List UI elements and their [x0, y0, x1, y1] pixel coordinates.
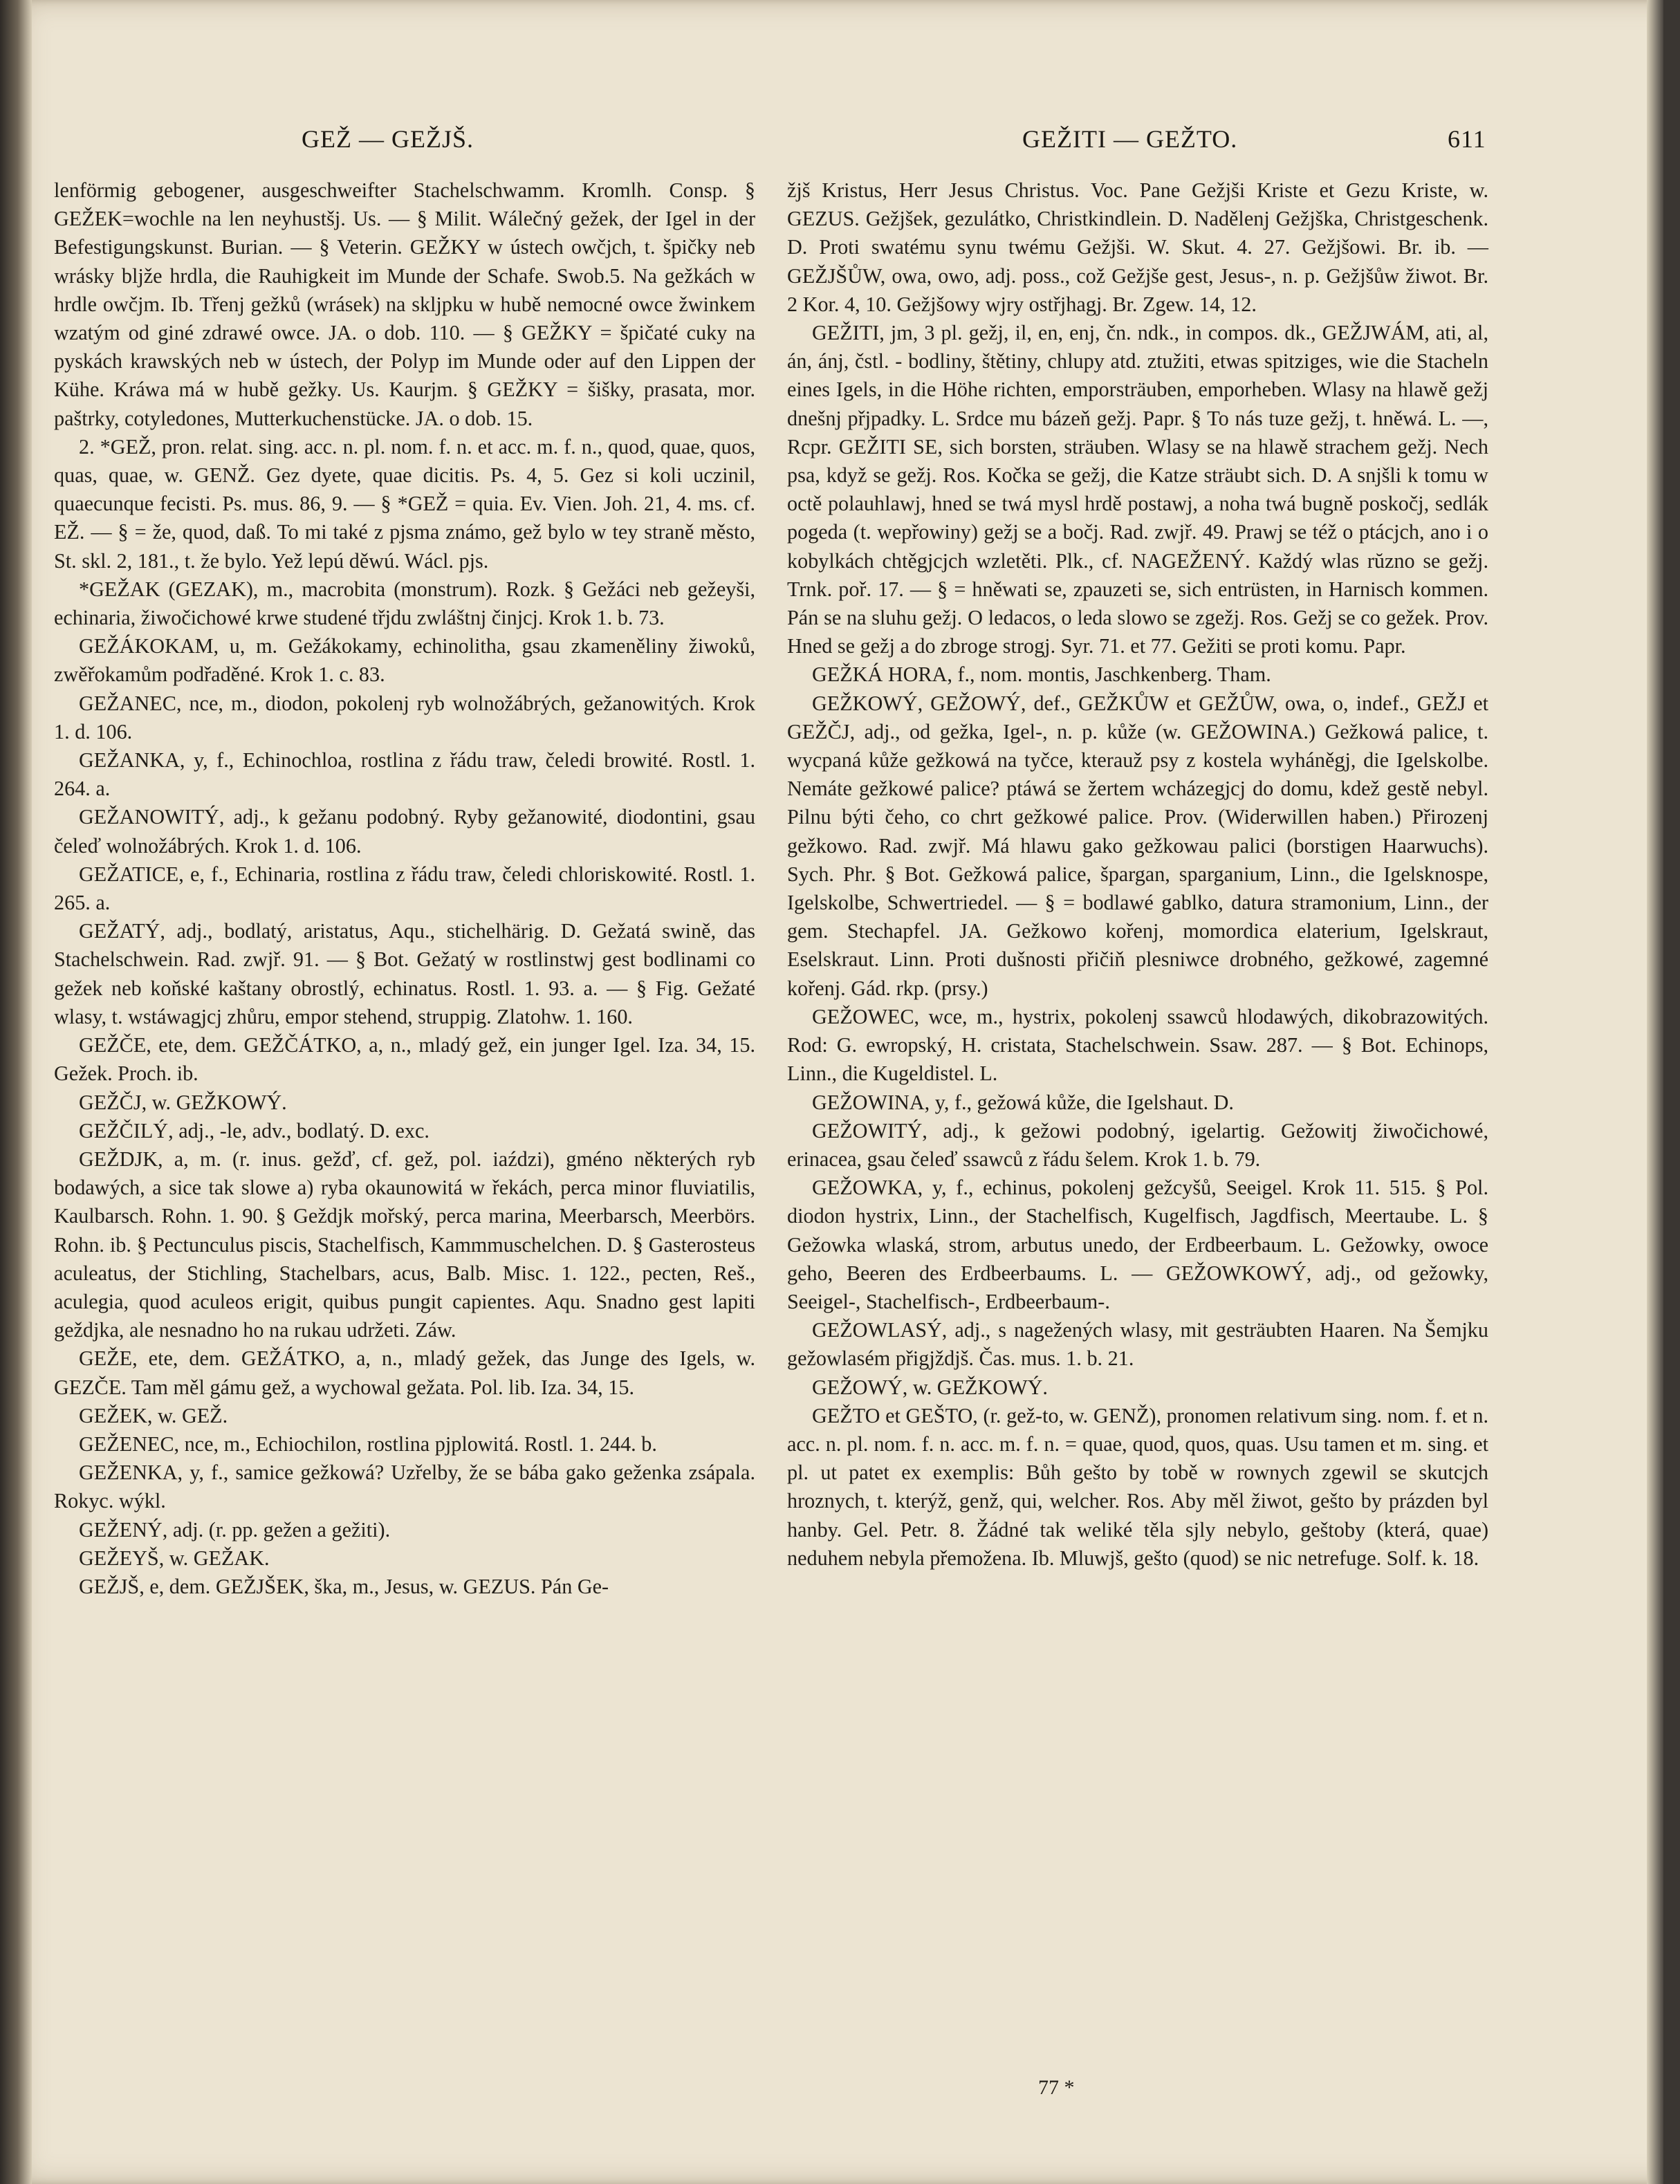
dictionary-entry: GEŽENÝ, adj. (r. pp. gežen a gežiti).: [79, 1517, 391, 1542]
dictionary-entry: GEŽKOWÝ, GEŽOWÝ, def., GEŽKŮW et GEŽŮW, owa, o, indef., GEŽJ et GEŽČJ, adj., od gežka, Igel-, n. p. kůže (w. GEŽOWINA.) Gežkowá palice, t. wycpaná kůže gežkowá na tyčce, kterauž psy z kostela wyháněgj, die Igelskolbe. Nemáte gežkowé palice? ptáwá se žertem wcházegjcj do domu, kdež gestě nebyl. Pilnu býti čeho, co chrt gežkowé palice. Prov. (Widerwillen haben.) Přirozenj gežkowo. Rad. zwjř. Má hlawu gako gežkowau palici (borstigen Haarwuchs). Sych. Phr. § Bot. Gežkowá palice, špargan, sparganium, Linn., die Igelsknospe, Igelskolbe, Schwertriedel. — § = bodlawé gablko, datura stramonium, Linn., der gem. Stechapfel. JA. Gežkowo kořenj, momordica elaterium, Igelskraut, Eselskraut. Linn. Proti dušnosti přičiň plesniwce drobného, gežkowé, zagemné kořenj. Gád. rkp. (prsy.): [787, 691, 1488, 1000]
dictionary-entry: GEŽKÁ HORA, f., nom. montis, Jaschkenberg. Tham.: [812, 663, 1271, 687]
dictionary-entry: GEŽČJ, w. GEŽKOWÝ.: [79, 1090, 287, 1114]
dictionary-entry: GEŽOWÝ, w. GEŽKOWÝ.: [812, 1375, 1048, 1399]
running-head-right: GEŽITI — GEŽTO.: [1022, 125, 1238, 153]
dictionary-entry: GEŽOWKA, y, f., echinus, pokolenj gežcyšů, Seeigel. Krok 11. 515. § Pol. diodon hystrix, Linn., der Stachelfisch, Kugelfisch, Jagdfisch, Meertaube. L. § Gežowka wlaská, strom, arbutus unedo, der Erdbeerbaum. L. Gežowky, owoce geho, Beeren des Erdbeerbaums. L. — GEŽOWKOWÝ, adj., od gežowky, Seeigel-, Stachelfisch-, Erdbeerbaum-.: [787, 1176, 1488, 1313]
page-number: 611: [1448, 125, 1486, 153]
dictionary-entry: GEŽČILÝ, adj., -le, adv., bodlatý. D. exc.: [79, 1118, 430, 1142]
dictionary-entry: GEŽOWITÝ, adj., k gežowi podobný, igelartig. Gežowitj žiwočichowé, erinacea, gsau čeleď ssawců z řádu šelem. Krok 1. b. 79.: [787, 1118, 1488, 1171]
dictionary-entry: GEŽENKA, y, f., samice gežkowá? Uzřelby, že se bába gako geženka zsápala. Rokyc. wýkl.: [54, 1461, 755, 1513]
binding-gutter: [0, 0, 32, 2184]
dictionary-entry: GEŽATICE, e, f., Echinaria, rostlina z řádu traw, čeledi chloriskowité. Rostl. 1. 265. a.: [54, 862, 755, 915]
dictionary-entry: GEŽEYŠ, w. GEŽAK.: [79, 1546, 270, 1570]
right-column: [787, 176, 1488, 1573]
running-head-left: GEŽ — GEŽJŠ.: [302, 125, 474, 153]
dictionary-entry: GEŽÁKOKAM, u, m. Gežákokamy, echinolitha, gsau zkameněliny žiwoků, zwěřokamům podřaděné. Krok 1. c. 83.: [54, 634, 755, 687]
dictionary-entry: GEŽANOWITÝ, adj., k gežanu podobný. Ryby gežanowité, diodontini, gsau čeleď wolnožábrých. Krok 1. d. 106.: [54, 805, 755, 858]
dictionary-entry: GEŽOWINA, y, f., gežowá kůže, die Igelshaut. D.: [812, 1090, 1234, 1114]
dictionary-entry: GEŽČE, ete, dem. GEŽČÁTKO, a, n., mladý gež, ein junger Igel. Iza. 34, 15. Gežek. Proch. ib.: [54, 1033, 755, 1086]
dictionary-entry: GEŽEK, w. GEŽ.: [79, 1403, 228, 1427]
dictionary-entry: GEŽE, ete, dem. GEŽÁTKO, a, n., mladý gežek, das Junge des Igels, w. GEZČE. Tam měl gámu gež, a wychowal gežata. Pol. lib. Iza. 34, 15.: [54, 1347, 755, 1399]
dictionary-entry: 2. *GEŽ, pron. relat. sing. acc. n. pl. nom. f. n. et acc. m. f. n., quod, quae, quos, quas, quae, w. GENŽ. Gez dyete, quae dicitis. Ps. 4, 5. Gez si koli uczinil, quaecunque fecisti. Ps. mus. 86, 9. — § *GEŽ = quia. Ev. Vien. Joh. 21, 4. ms. cf. EŽ. — § = že, quod, daß. To mi také z pjsma známo, gež bylo w tey straně město, St. skl. 2, 181., t. že bylo. Yež lepú děwú. Wácl. pjs.: [54, 434, 755, 573]
page-edge: [1647, 0, 1663, 2184]
signature-mark: 77 *: [1038, 2076, 1075, 2099]
dictionary-entry: GEŽDJK, a, m. (r. inus. gežď, cf. gež, pol. iaździ), gméno některých ryb bodawých, a sice tak slowe a) ryba okaunowitá w řekách, perca minor fluviatilis, Kaulbarsch. Rohn. 1. 90. § Geždjk mořský, perca marina, Meerbarsch, Meerbörs. Rohn. ib. § Pectunculus piscis, Stachelfisch, Kammmuschelchen. D. § Gasterosteus aculeatus, der Stichling, Stachelbars, acus, Balb. Misc. 1. 122., pecten, Reš., aculegia, quod aculeos erigit, quibus pungit capientes. Aqu. Snadno gest lapiti geždjka, ale nesnadno ho na rukau udržeti. Záw.: [54, 1147, 755, 1342]
dictionary-entry: GEŽOWLASÝ, adj., s nagežených wlasy, mit gesträubten Haaren. Na Šemjku gežowlasém přigjždjš. Čas. mus. 1. b. 21.: [787, 1318, 1488, 1371]
dictionary-entry: GEŽANEC, nce, m., diodon, pokolenj ryb wolnožábrých, gežanowitých. Krok 1. d. 106.: [54, 691, 755, 743]
dictionary-entry: GEŽANKA, y, f., Echinochloa, rostlina z řádu traw, čeledi browité. Rostl. 1. 264. a.: [54, 748, 755, 801]
dictionary-entry: GEŽATÝ, adj., bodlatý, aristatus, Aqu., stichelhärig. D. Gežatá swině, das Stachelschwein. Rad. zwjř. 91. — § Bot. Gežatý w rostlinstwj gest bodlinami co gežek neb koňské kaštany obrostlý, echinatus. Rostl. 1. 93. a. — § Fig. Gežaté wlasy, t. wstáwagjcj zhůru, empor stehend, struppig. Zlatohw. 1. 160.: [54, 919, 755, 1028]
dictionary-entry: GEŽITI, jm, 3 pl. gežj, il, en, enj, čn. ndk., in compos. dk., GEŽJWÁM, ati, al, án, ánj, čstl. - bodliny, štětiny, chlupy atd. ztužiti, etwas spitziges, wie die Stacheln eines Igels, in die Höhe richten, emporsträuben, emporheben. Wlasy na hlawě gežj dnešnj přjpadky. L. Srdce mu bázeň gežj. Papr. § To nás tuze gežj, t. hněwá. L. —, Rcpr. GEŽITI SE, sich borsten, sträuben. Wlasy se na hlawě strachem gežj. Nech psa, když se gežj. Ros. Kočka se gežj, die Katze sträubt sich. D. A snjšli k tomu w octě polauhlawj, hned se twá mysl hrdě postawj, a noha twá bugně poskočj, sedlák pogeda (t. wepřowiny) gežj se a bočj. Rad. zwjř. 49. Prawj se též o ptácjch, ano i o kobylkách chtěgjcjch wzletěti. Plk., cf. NAGEŽENÝ. Každý wlas rŭzno se gežj. Trnk. poř. 17. — § = hněwati se, zpauzeti se, sich entrüsten, in Harnisch kommen. Pán se na sluhu gežj. O ledacos, o leda slowo se zgežj. Ros. Gežj se co gežek. Prov. Hned se gežj a do zbroge strogj. Syr. 71. et 77. Gežiti se proti komu. Papr.: [787, 321, 1488, 658]
dictionary-entry: GEŽTO et GEŠTO, (r. gež-to, w. GENŽ), pronomen relativum sing. nom. f. et n. acc. n. pl. nom. f. n. acc. m. f. n. = quae, quod, quos, quas. Usu tamen et m. sing. et pl. ut patet ex exemplis: Bůh gešto by tobě w rownych zgewil se skutcjch hroznych, t. kterýž, genž, qui, welcher. Ros. Aby měl žiwot, gešto by prázden byl hanby. Gel. Petr. 8. Žádné tak weliké těla sjly nebylo, geštoby (která, quae) neduhem nebyla přemožena. Ib. Mluwjš, gešto (quod) se nic netrefuge. Solf. k. 18.: [787, 1403, 1488, 1570]
left-column: [54, 176, 755, 1601]
dictionary-entry: lenförmig gebogener, ausgeschweifter Stachelschwamm. Kromlh. Consp. § GEŽEK=wochle na len neyhustšj. Us. — § Milit. Wálečný gežek, der Igel in der Befestigungskunst. Burian. — § Veterin. GEŽKY w ústech owčjch, t. špičky neb wrásky bljže hrdla, die Rauhigkeit im Munde der Schafe. Swob.5. Na gežkách w hrdle owčjm. Ib. Třenj gežků (wrásek) na skljpku w hubě nemocné owce žwinkem wzatým od giné zdrawé owce. JA. o dob. 110. — § GEŽKY = špičaté cuky na pyskách krawských neb w ústech, der Polyp im Munde oder auf den Lippen der Kühe. Kráwa má w hubě gežky. Us. Kaurjm. § GEŽKY = šišky, prasata, mor. paštrky, cotyledones, Mutterkuchenstücke. JA. o dob. 15.: [54, 178, 755, 430]
dictionary-entry: žjš Kristus, Herr Jesus Christus. Voc. Pane Gežjši Kriste et Gezu Kriste, w. GEZUS. Gežjšek, gezulátko, Christkindlein. D. Nadělenj Gežjška, Christgeschenk. D. Proti swatému synu twému Gežjši. W. Skut. 4. 27. Gežjšowi. Br. ib. — GEŽJŠŮW, owa, owo, adj. poss., což Gežjše gest, Jesus-, n. p. Gežjšůw žiwot. Br. 2 Kor. 4, 10. Gežjšowy wjry ostřjhagj. Br. Zgew. 14, 12.: [787, 178, 1488, 316]
dictionary-entry: *GEŽAK (GEZAK), m., macrobita (monstrum). Rozk. § Gežáci neb gežeyši, echinaria, žiwočichowé krwe studené třjdu zwláštnj činjcj. Krok 1. b. 73.: [54, 577, 755, 630]
dictionary-entry: GEŽOWEC, wce, m., hystrix, pokolenj ssawců hlodawých, dikobrazowitých. Rod: G. ewropský, H. cristata, Stachelschwein. Ssaw. 287. — § Bot. Echinops, Linn., die Kugeldistel. L.: [787, 1004, 1488, 1086]
dictionary-entry: GEŽENEC, nce, m., Echiochilon, rostlina pjplowitá. Rostl. 1. 244. b.: [79, 1432, 657, 1456]
dictionary-entry: GEŽJŠ, e, dem. GEŽJŠEK, ška, m., Jesus, w. GEZUS. Pán Ge-: [79, 1574, 609, 1598]
